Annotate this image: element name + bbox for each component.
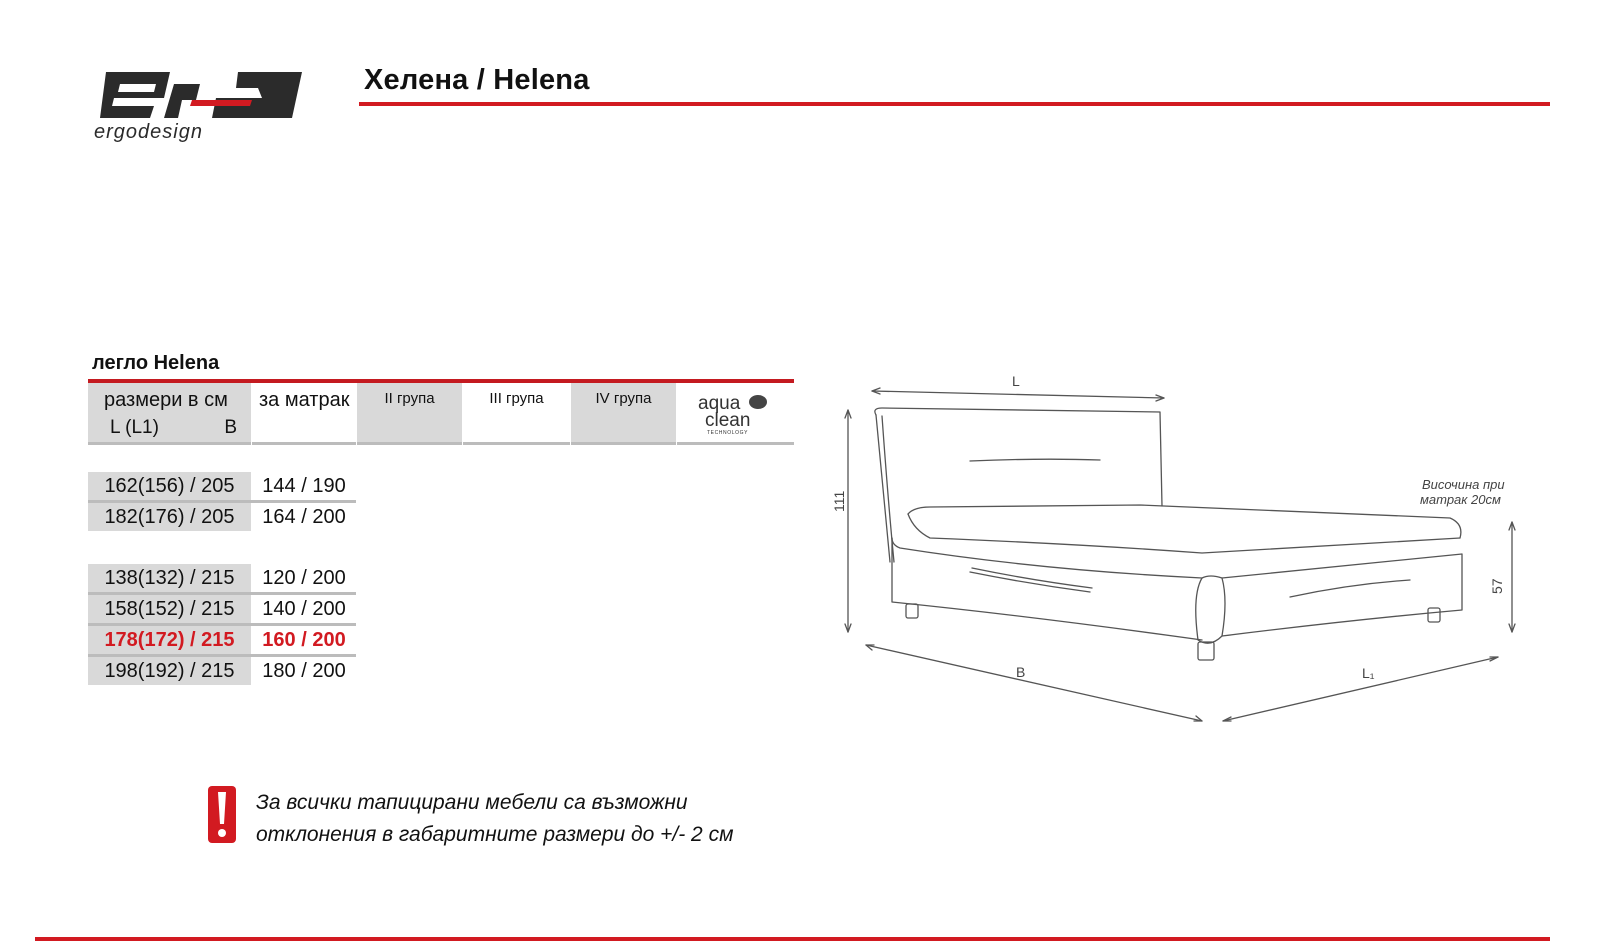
row-size: 162(156) / 205 <box>88 472 251 500</box>
header-mattress <box>252 383 356 442</box>
tolerance-notice-line1: За всички тапицирани мебели са възможни <box>256 791 688 814</box>
bed-drawing <box>830 370 1550 750</box>
header-size <box>88 383 251 442</box>
header-group4 <box>571 383 676 442</box>
dimension-label-l: L <box>1012 373 1020 389</box>
header-size-label: размери в см <box>104 389 228 411</box>
aquaclean-logo <box>698 392 770 436</box>
ergodesign-logo <box>92 72 302 142</box>
aquaclean-drop-icon <box>749 395 767 409</box>
dimension-label-height: 111 <box>831 490 847 512</box>
aquaclean-word3: TECHNOLOGY <box>707 430 749 436</box>
row-size: 178(172) / 215 <box>88 626 251 654</box>
row-size: 198(192) / 215 <box>88 657 251 685</box>
header-group3 <box>463 383 570 442</box>
table-title: легло Helena <box>92 352 220 374</box>
page-title: Хелена / Helena <box>364 64 590 96</box>
header-group2-label: II група <box>384 390 435 407</box>
header-group4-label: IV група <box>595 390 652 407</box>
header-mattress-label: за матрак <box>259 389 350 411</box>
row-mattress: 120 / 200 <box>262 567 346 589</box>
dimension-label-l1: L₁ <box>1362 665 1375 681</box>
aquaclean-word2: clean <box>705 410 751 431</box>
title-divider <box>359 102 1550 106</box>
tolerance-notice <box>256 787 733 851</box>
logo-wordmark: ergodesign <box>94 121 203 142</box>
dimension-label-b: B <box>1016 664 1026 680</box>
aquaclean-word1: aqua <box>698 393 741 414</box>
row-mattress: 164 / 200 <box>262 506 346 528</box>
tolerance-notice-line2: отклонения в габаритните размери до +/- 2 см <box>256 823 734 846</box>
row-mattress: 144 / 190 <box>262 475 346 497</box>
header-size-l: L (L1) <box>110 417 159 438</box>
footer-divider <box>35 937 1550 941</box>
header-size-b: B <box>224 417 237 438</box>
row-mattress: 140 / 200 <box>262 598 346 620</box>
row-mattress: 180 / 200 <box>262 660 346 682</box>
dimension-label-57: 57 <box>1489 578 1505 594</box>
height-note-line2: матрак 20см <box>1420 492 1501 507</box>
row-size: 158(152) / 215 <box>88 595 251 623</box>
height-note-line1: Височина при <box>1422 477 1505 492</box>
header-group2 <box>357 383 462 442</box>
row-size: 138(132) / 215 <box>88 564 251 592</box>
header-group3-label: III група <box>489 390 544 407</box>
row-mattress: 160 / 200 <box>262 629 346 651</box>
exclamation-icon <box>208 786 236 843</box>
row-size: 182(176) / 205 <box>88 503 251 531</box>
